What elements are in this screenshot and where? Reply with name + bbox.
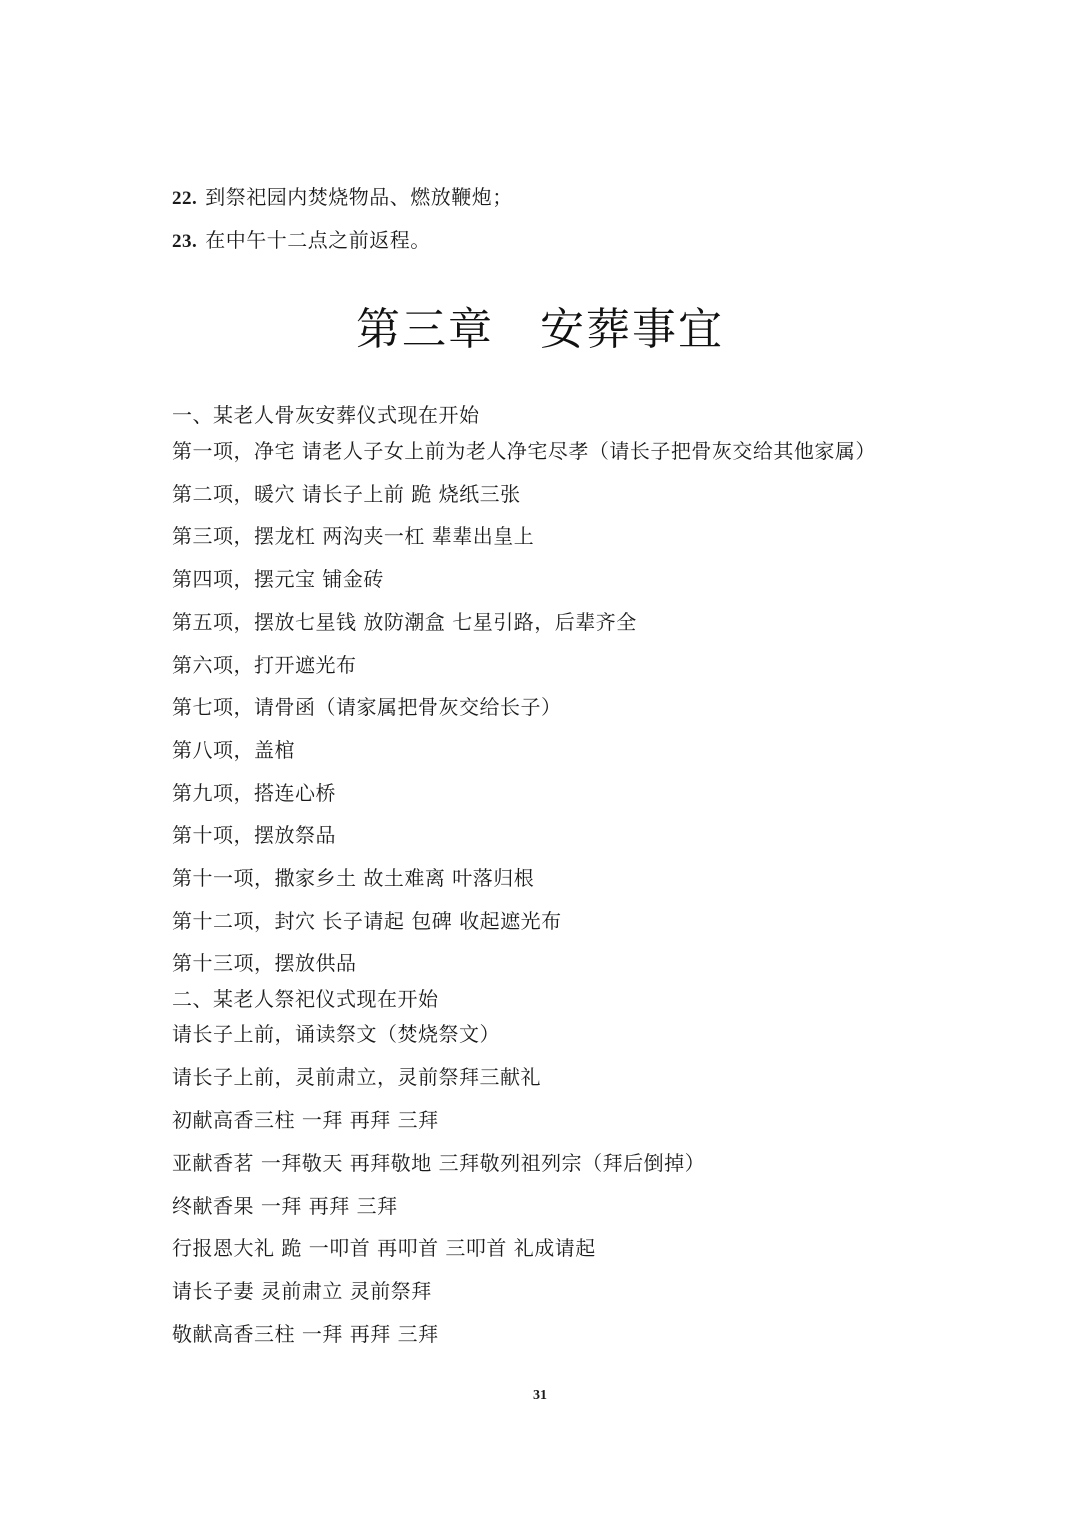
ritual-line: 请长子上前，诵读祭文（焚烧祭文） <box>172 1022 500 1046</box>
list-text: 到祭祀园内焚烧物品、燃放鞭炮； <box>205 185 513 209</box>
ritual-line: 初献高香三柱 一拜 再拜 三拜 <box>172 1108 439 1132</box>
ritual-line: 请长子妻 灵前肃立 灵前祭拜 <box>172 1279 432 1303</box>
step-line: 第四项，摆元宝 铺金砖 <box>172 567 384 591</box>
step-line: 第二项，暖穴 请长子上前 跪 烧纸三张 <box>172 482 521 506</box>
ritual-line: 敬献高香三柱 一拜 再拜 三拜 <box>172 1322 439 1346</box>
step-line: 第九项，搭连心桥 <box>172 781 336 805</box>
step-line: 第三项，摆龙杠 两沟夹一杠 辈辈出皇上 <box>172 524 535 548</box>
step-line: 第五项，摆放七星钱 放防潮盒 七星引路，后辈齐全 <box>172 610 637 634</box>
ritual-line: 行报恩大礼 跪 一叩首 再叩首 三叩首 礼成请起 <box>172 1236 596 1260</box>
ritual-line: 亚献香茗 一拜敬天 再拜敬地 三拜敬列祖列宗（拜后倒掉） <box>172 1151 706 1175</box>
step-line: 第十一项，撒家乡土 故土难离 叶落归根 <box>172 866 535 890</box>
list-number: 22. <box>172 188 198 209</box>
step-line: 第一项，净宅 请老人子女上前为老人净宅尽孝（请长子把骨灰交给其他家属） <box>172 439 876 463</box>
list-item <box>172 227 431 255</box>
list-text: 在中午十二点之前返程。 <box>205 228 431 252</box>
step-line: 第十三项，摆放供品 <box>172 951 357 975</box>
step-line: 第十二项，封穴 长子请起 包碑 收起遮光布 <box>172 909 562 933</box>
step-line: 第七项，请骨函（请家属把骨灰交给长子） <box>172 695 562 719</box>
list-item <box>172 184 513 212</box>
list-number: 23. <box>172 231 198 252</box>
step-line: 第十项，摆放祭品 <box>172 823 336 847</box>
ritual-line: 终献香果 一拜 再拜 三拜 <box>172 1194 398 1218</box>
section-heading: 二、某老人祭祀仪式现在开始 <box>172 987 439 1011</box>
step-line: 第八项，盖棺 <box>172 738 295 762</box>
step-line: 第六项，打开遮光布 <box>172 653 357 677</box>
ritual-line: 请长子上前，灵前肃立，灵前祭拜三献礼 <box>172 1065 541 1089</box>
chapter-title: 第三章 安葬事宜 <box>356 304 724 355</box>
section-heading: 一、某老人骨灰安葬仪式现在开始 <box>172 403 480 427</box>
page-number: 31 <box>533 1388 547 1403</box>
